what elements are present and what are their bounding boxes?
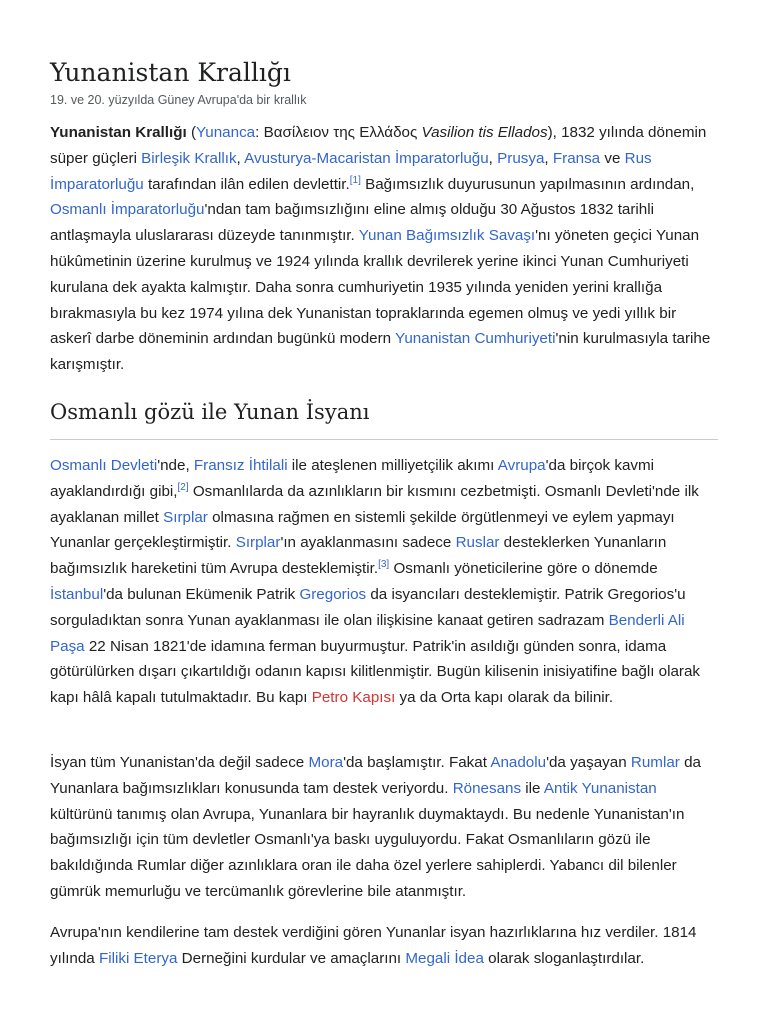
text: 'da yaşayan <box>546 754 631 771</box>
link-antik-yunanistan[interactable]: Antik Yunanistan <box>543 779 657 797</box>
text: Avrupa'nın kendilerine tam destek verdiğini gören Yunanlar isyan hazırlıklarına hız verdiler. 1814 yılında <box>50 924 697 967</box>
text: desteklerken Yunanların bağımsızlık hareketini tüm Avrupa desteklemiştir. <box>50 534 667 578</box>
text: ), 1832 yılında dönemin süper güçleri <box>50 124 707 167</box>
link-prusya[interactable]: Prusya <box>497 149 545 167</box>
link-osmanli-imparatorlugu[interactable]: Osmanlı İmparatorluğu <box>50 201 205 219</box>
link-osmanli-devleti[interactable]: Osmanlı Devleti <box>50 457 158 474</box>
text: tarafından ilân edilen devlettir. <box>143 175 350 193</box>
link-fransiz-ihtilali[interactable]: Fransız İhtilali <box>193 457 288 474</box>
text: olmasına rağmen en sistemli şekilde örgütlenmeyi ve eylem yapmayı Yunanlar gerçekleştirmiştir. <box>50 508 675 552</box>
section-paragraph-3 <box>50 920 720 972</box>
section-heading: Osmanlı gözü ile Yunan İsyanı <box>50 395 718 440</box>
page-subtitle: 19. ve 20. yüzyılda Güney Avrupa'da bir krallık <box>50 93 307 107</box>
bold-article-name: Yunanistan Krallığı <box>50 124 187 141</box>
text: , <box>544 149 553 167</box>
text: 'da birçok kavmi ayaklandırdığı gibi, <box>50 457 655 500</box>
redlink-petro-kapisi[interactable]: Petro Kapısı <box>311 689 396 707</box>
link-ruslar[interactable]: Ruslar <box>455 534 500 552</box>
text: 'da başlamıştır. Fakat <box>343 754 491 771</box>
text: ya da Orta kapı olarak da bilinir. <box>395 689 614 707</box>
text: kültürünü tanımış olan Avrupa, Yunanlara bir hayranlık duymaktaydı. Bu nedenle Yunanistan'ın bağımsızlığı için tüm devletler Osmanlı'ya baskı uyguluyordu. Fakat Osmanlıların gözü ile bakıldığında Rumlar diğer azınlıklara oran ile daha özel yerlere sahiplerdi. Yabancı dil bilenler gümrük memurluğu ve tercümanlık görevlerine bile atanmıştır. <box>50 805 685 900</box>
link-avusturya-macaristan[interactable]: Avusturya-Macaristan İmparatorluğu <box>244 149 489 167</box>
text: İsyan tüm Yunanistan'da değil sadece <box>50 754 309 771</box>
link-yunan-bagimsizlik-savasi[interactable]: Yunan Bağımsızlık Savaşı <box>358 227 536 245</box>
link-istanbul[interactable]: İstanbul <box>50 585 104 603</box>
link-megali-idea[interactable]: Megali İdea <box>405 949 484 967</box>
text: ve <box>600 149 625 167</box>
link-birlesik-krallik[interactable]: Birleşik Krallık <box>141 149 237 167</box>
link-avrupa[interactable]: Avrupa <box>497 457 546 474</box>
text: Derneğini kurdular ve amaçlarını <box>177 949 406 967</box>
reference-2[interactable]: [2] <box>177 481 189 493</box>
text: : Βασίλειον της Ελλάδος <box>255 124 422 141</box>
text: 'nin kurulmasıyla tarihe karışmıştır. <box>50 330 711 374</box>
link-yunanca[interactable]: Yunanca <box>196 124 256 141</box>
text: Osmanlılarda da azınlıkların bir kısmını cezbetmişti. Osmanlı Devleti'nde ilk ayaklanan millet <box>50 482 699 526</box>
reference-1[interactable]: [1] <box>349 174 361 186</box>
text: olarak sloganlaştırdılar. <box>483 949 645 967</box>
text: 'nde, <box>157 457 194 474</box>
intro-paragraph <box>50 120 720 378</box>
link-rumlar[interactable]: Rumlar <box>630 754 680 771</box>
text: 'da bulunan Ekümenik Patrik <box>103 585 300 603</box>
link-ronesans[interactable]: Rönesans <box>452 779 522 797</box>
section-paragraph-2 <box>50 750 720 905</box>
page-title: Yunanistan Krallığı <box>50 58 291 87</box>
text: ( <box>186 124 196 141</box>
reference-3[interactable]: [3] <box>378 559 390 571</box>
text: 'ın ayaklanmasını sadece <box>280 534 456 552</box>
text: ile <box>521 779 544 797</box>
link-sirplar[interactable]: Sırplar <box>163 508 208 526</box>
text: da isyancıları desteklemiştir. Patrik Gregorios'u sorguladıktan sonra Yunan ayaklanması ile olan ilişkisine kanaat getiren sadrazam <box>50 585 686 629</box>
link-yunanistan-cumhuriyeti[interactable]: Yunanistan Cumhuriyeti <box>395 330 556 348</box>
link-mora[interactable]: Mora <box>308 754 344 771</box>
text: 22 Nisan 1821'de idamına ferman buyurmuştur. Patrik'in asıldığı günden sonra, idama götürülürken dışarı çıkartıldığı odanın kapısı kilitlenmiştir. Bugün kilisenin inisiyatifine bağlı olarak kapı hâlâ kapalı tutulmaktadır. Bu kapı <box>50 637 701 707</box>
text: Bağımsızlık duyurusunun yapılmasının ardından, <box>360 175 695 193</box>
text: ile ateşlenen milliyetçilik akımı <box>287 457 498 474</box>
link-gregorios[interactable]: Gregorios <box>299 585 367 603</box>
text: 'ndan tam bağımsızlığını eline almış olduğu 30 Ağustos 1832 tarihli antlaşmayla uluslararası düzeyde tanınmıştır. <box>50 201 654 245</box>
link-rus-imparatorlugu[interactable]: Rus İmparatorluğu <box>50 149 652 193</box>
text: 'nı yöneten geçici Yunan hükûmetinin üzerine kurulmuş ve 1924 yılında krallık devrilerek yerine ikinci Yunan Cumhuriyeti kurulana dek ayakta kalmıştır. Daha sonra cumhuriyetin 1935 yılında yeniden yerini krallığa bırakmasıyla bu kez 1974 yılına dek Yunanistan topraklarında egemen olmuş ve yedi yıllık bir askerî darbe döneminin ardından bugünkü modern <box>50 227 700 348</box>
link-anadolu[interactable]: Anadolu <box>490 754 547 771</box>
text: , <box>488 149 498 167</box>
link-sirplar[interactable]: Sırplar <box>235 534 281 552</box>
section-paragraph-1 <box>50 453 720 711</box>
text: Osmanlı yöneticilerine göre o dönemde <box>389 560 658 578</box>
text: da Yunanlara bağımsızlıkları konusunda tam destek veriyordu. <box>50 754 701 797</box>
link-fransa[interactable]: Fransa <box>552 149 601 167</box>
link-filiki-eterya[interactable]: Filiki Eterya <box>98 949 178 967</box>
link-benderli-ali-pasa[interactable]: Benderli Ali Paşa <box>50 611 685 655</box>
transliteration: Vasilion tis Ellados <box>421 124 548 141</box>
text: , <box>236 149 245 167</box>
